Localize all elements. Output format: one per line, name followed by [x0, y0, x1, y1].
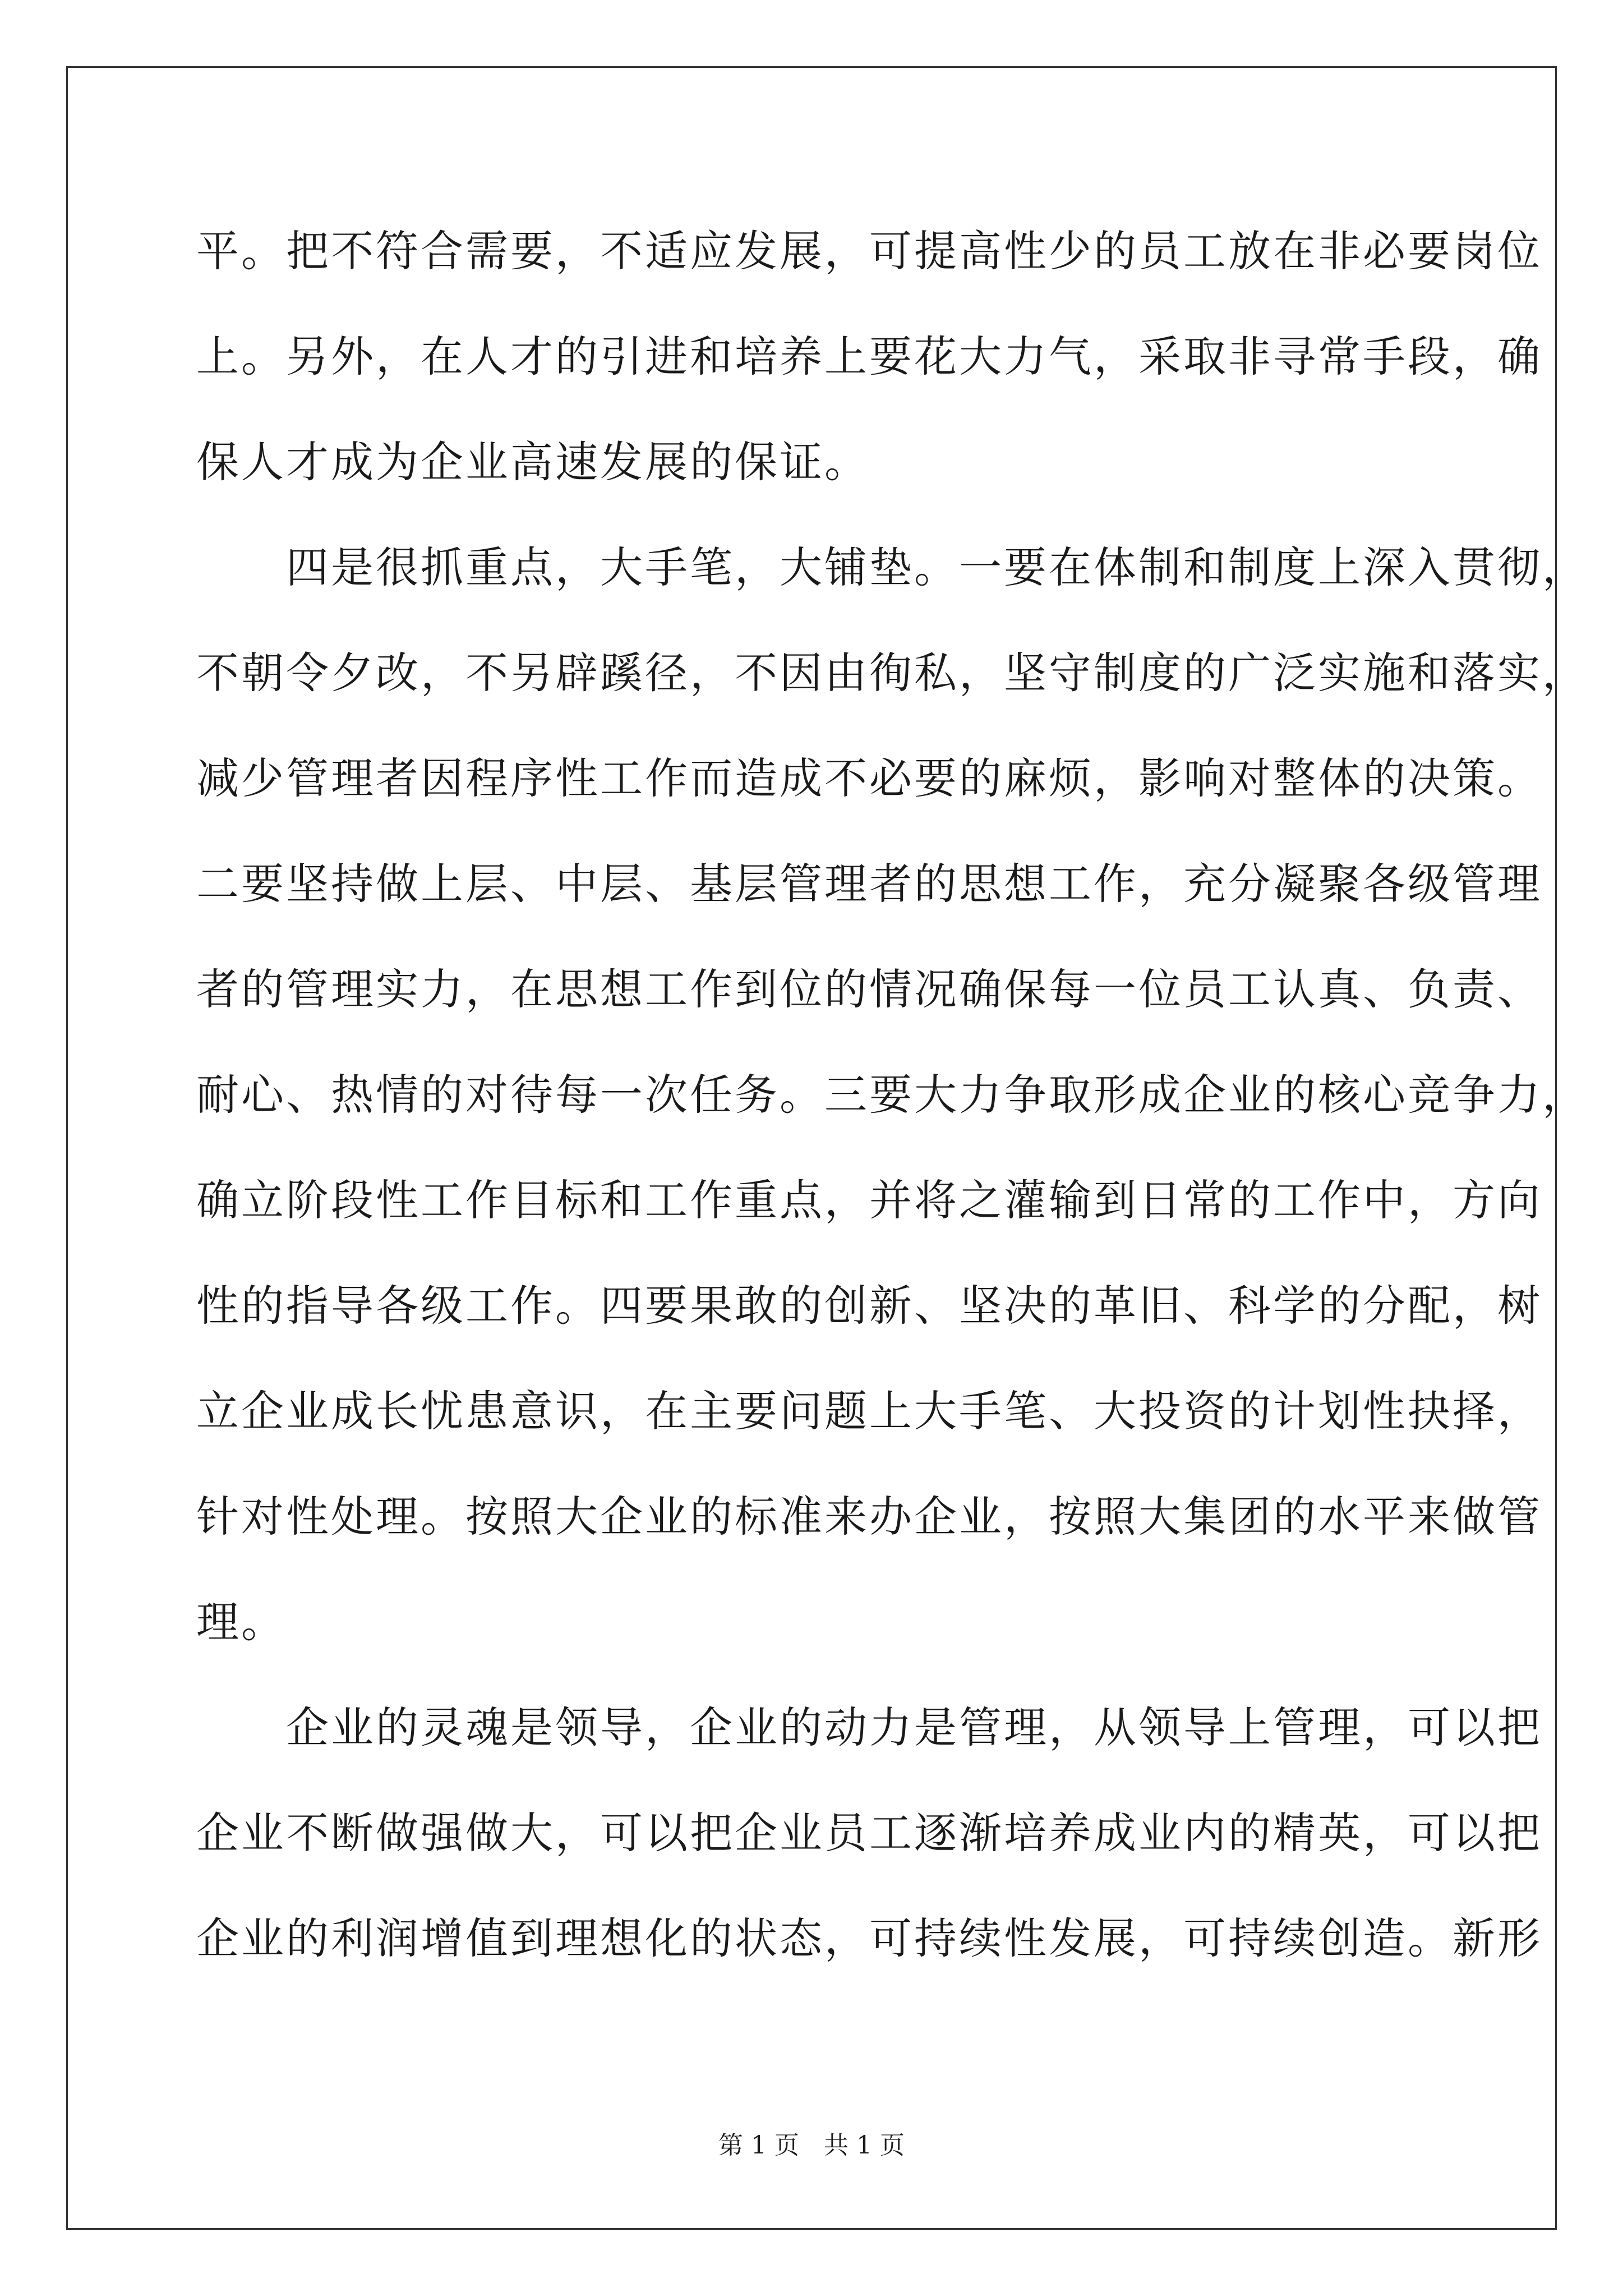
text-line: 平。把不符合需要，不适应发展，可提高性少的员工放在非必要岗位	[196, 226, 1542, 276]
text-line: 性的指导各级工作。四要果敢的创新、坚决的革旧、科学的分配，树	[196, 1281, 1542, 1331]
text-line: 不朝令夕改，不另辟蹊径，不因由徇私，坚守制度的广泛实施和落实，	[196, 648, 1587, 698]
text-line: 上。另外，在人才的引进和培养上要花大力气，采取非寻常手段，确	[196, 332, 1542, 381]
page-footer: 第 1 页 共 1 页	[718, 2131, 905, 2160]
text-line: 二要坚持做上层、中层、基层管理者的思想工作，充分凝聚各级管理	[196, 859, 1542, 909]
text-line: 理。	[196, 1597, 286, 1647]
text-line: 者的管理实力，在思想工作到位的情况确保每一位员工认真、负责、	[196, 964, 1542, 1014]
text-line: 保人才成为企业高速发展的保证。	[196, 437, 869, 487]
text-line: 四是很抓重点，大手笔，大铺垫。一要在体制和制度上深入贯彻，	[196, 542, 1587, 592]
text-line: 耐心、热情的对待每一次任务。三要大力争取形成企业的核心竞争力，	[196, 1070, 1587, 1120]
text-line: 企业不断做强做大，可以把企业员工逐渐培养成业内的精英，可以把	[196, 1808, 1542, 1858]
text-line: 减少管理者因程序性工作而造成不必要的麻烦，影响对整体的决策。	[196, 753, 1542, 803]
text-line: 立企业成长忧患意识，在主要问题上大手笔、大投资的计划性抉择，	[196, 1386, 1542, 1436]
text-line: 企业的灵魂是领导，企业的动力是管理，从领导上管理，可以把	[196, 1703, 1542, 1752]
text-line: 确立阶段性工作目标和工作重点，并将之灌输到日常的工作中，方向	[196, 1175, 1542, 1225]
text-line: 针对性处理。按照大企业的标准来办企业，按照大集团的水平来做管	[196, 1492, 1542, 1542]
text-line: 企业的利润增值到理想化的状态，可持续性发展，可持续创造。新形	[196, 1913, 1542, 1963]
